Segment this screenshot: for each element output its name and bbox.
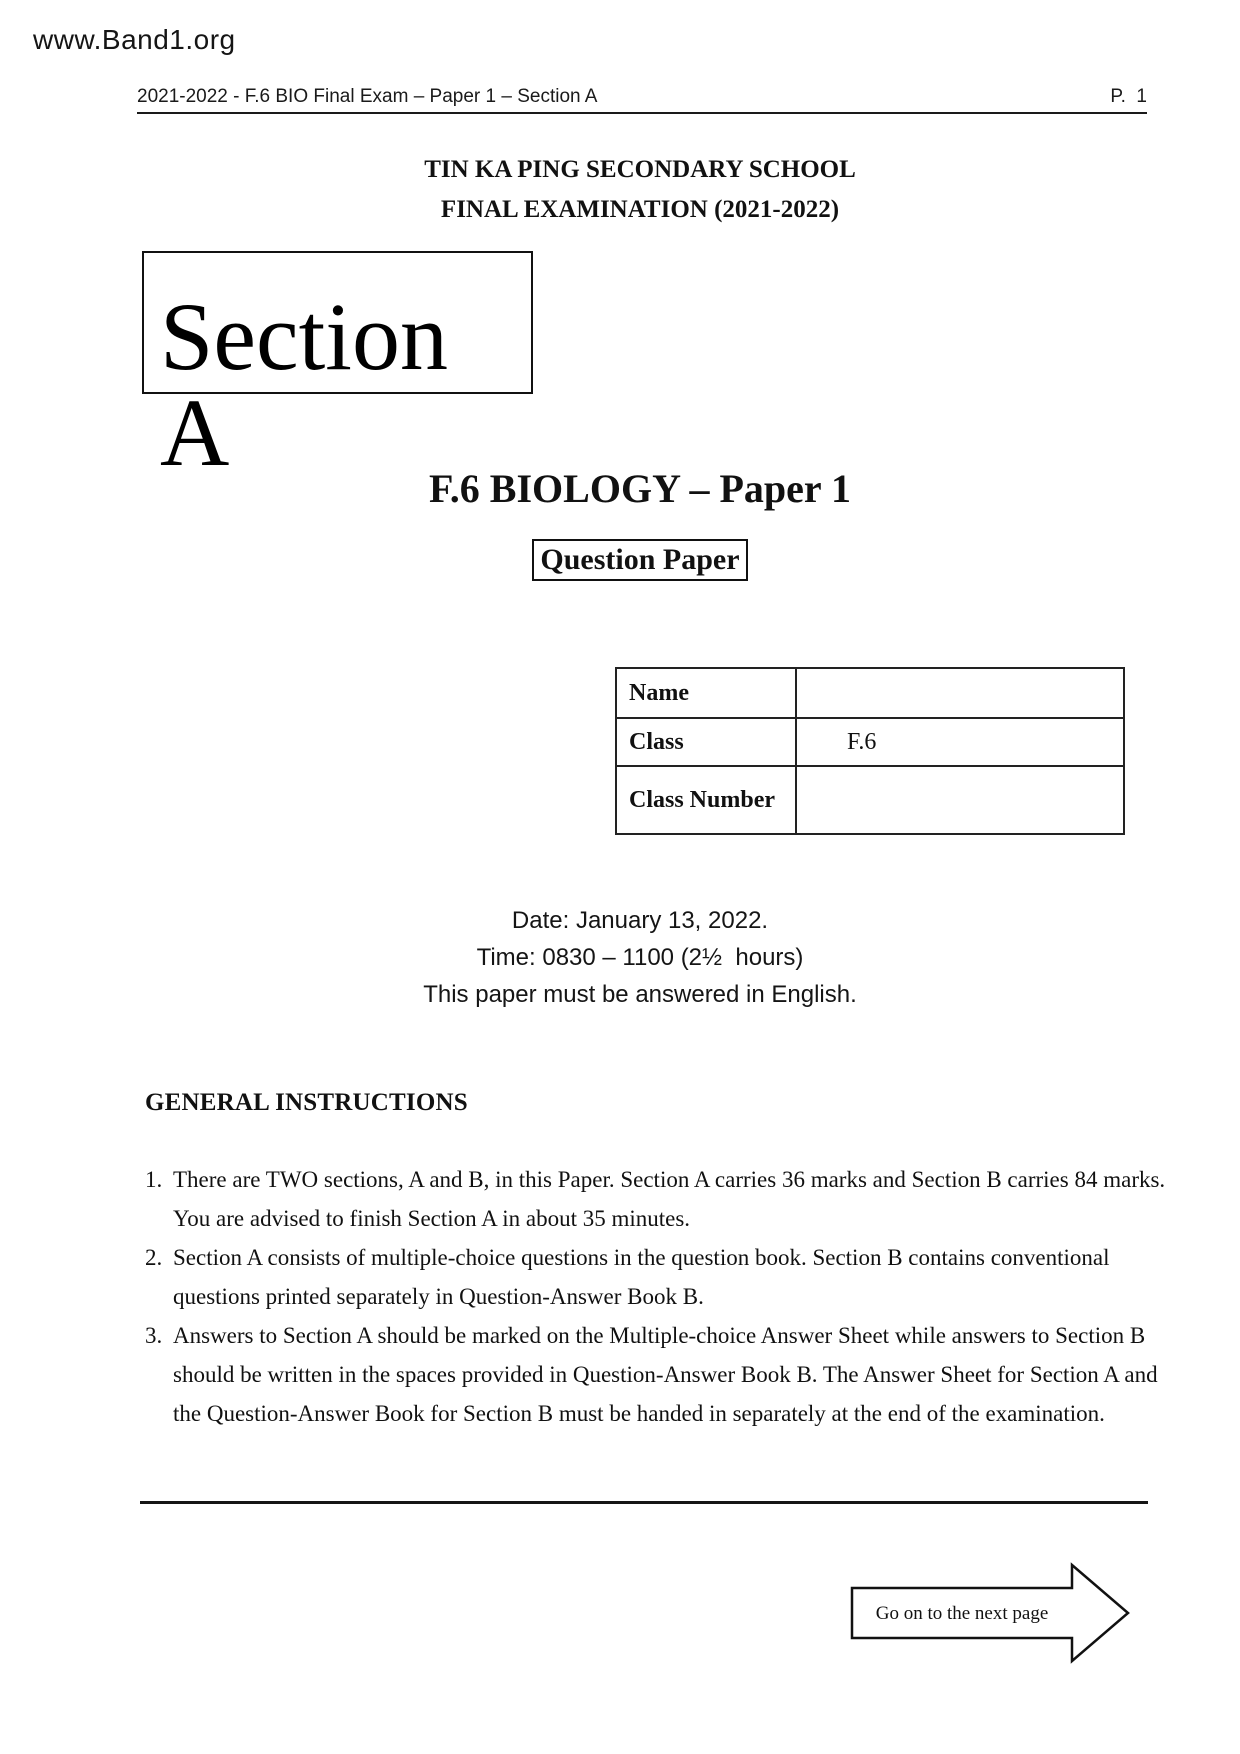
class-label: Class — [616, 718, 796, 766]
item-number: 1. — [145, 1167, 163, 1192]
section-box — [142, 251, 533, 486]
next-page-arrow — [845, 1556, 1141, 1668]
item-number: 3. — [145, 1323, 163, 1348]
running-header-title: 2021-2022 - F.6 BIO Final Exam – Paper 1 – Section A — [137, 86, 598, 107]
name-value-cell — [796, 668, 1124, 718]
school-header — [140, 150, 1140, 230]
item-number: 2. — [145, 1245, 163, 1270]
table-row — [616, 766, 1124, 834]
name-label: Name — [616, 668, 796, 718]
next-page-label: Go on to the next page — [875, 1603, 1049, 1624]
general-instructions-list — [145, 1160, 1168, 1433]
divider — [140, 1501, 1148, 1504]
class-number-label: Class Number — [616, 766, 796, 834]
list-item — [145, 1160, 1168, 1238]
running-header — [137, 86, 1147, 114]
list-item — [145, 1316, 1168, 1433]
section-label: Section A — [160, 283, 448, 486]
watermark-url: www.Band1.org — [33, 24, 236, 55]
item-text: There are TWO sections, A and B, in this Paper. Section A carries 36 marks and Section B carries 84 marks. You are advised to finish Section A in about 35 minutes. — [173, 1167, 1166, 1231]
student-info-table — [615, 667, 1125, 835]
paper-type-wrap — [140, 539, 1140, 581]
paper-title: F.6 BIOLOGY – Paper 1 — [429, 466, 851, 511]
paper-type-box: Question Paper — [532, 539, 747, 581]
class-value-cell: F.6 — [796, 718, 1124, 766]
general-instructions-heading: GENERAL INSTRUCTIONS — [145, 1089, 468, 1116]
exam-language: This paper must be answered in English. — [423, 981, 857, 1008]
exam-details — [140, 902, 1140, 1013]
item-text: Section A consists of multiple-choice questions in the question book. Section B contains conventional questions printed separately in Question-Answer Book B. — [173, 1245, 1110, 1309]
school-name: TIN KA PING SECONDARY SCHOOL — [424, 156, 856, 183]
table-row — [616, 718, 1124, 766]
table-row — [616, 668, 1124, 718]
exam-title: FINAL EXAMINATION (2021-2022) — [440, 196, 840, 223]
exam-time: Time: 0830 – 1100 (2½ hours) — [476, 944, 804, 971]
list-item — [145, 1238, 1168, 1316]
page-number: P. 1 — [1110, 86, 1147, 107]
exam-date: Date: January 13, 2022. — [511, 907, 769, 934]
class-number-value-cell — [796, 766, 1124, 834]
item-text: Answers to Section A should be marked on the Multiple-choice Answer Sheet while answers to Section B should be written in the spaces provided in Question-Answer Book B. The Answer Sheet for Section A and the Question-Answer Book for Section B must be handed in separately at the end of the examination. — [173, 1323, 1158, 1426]
